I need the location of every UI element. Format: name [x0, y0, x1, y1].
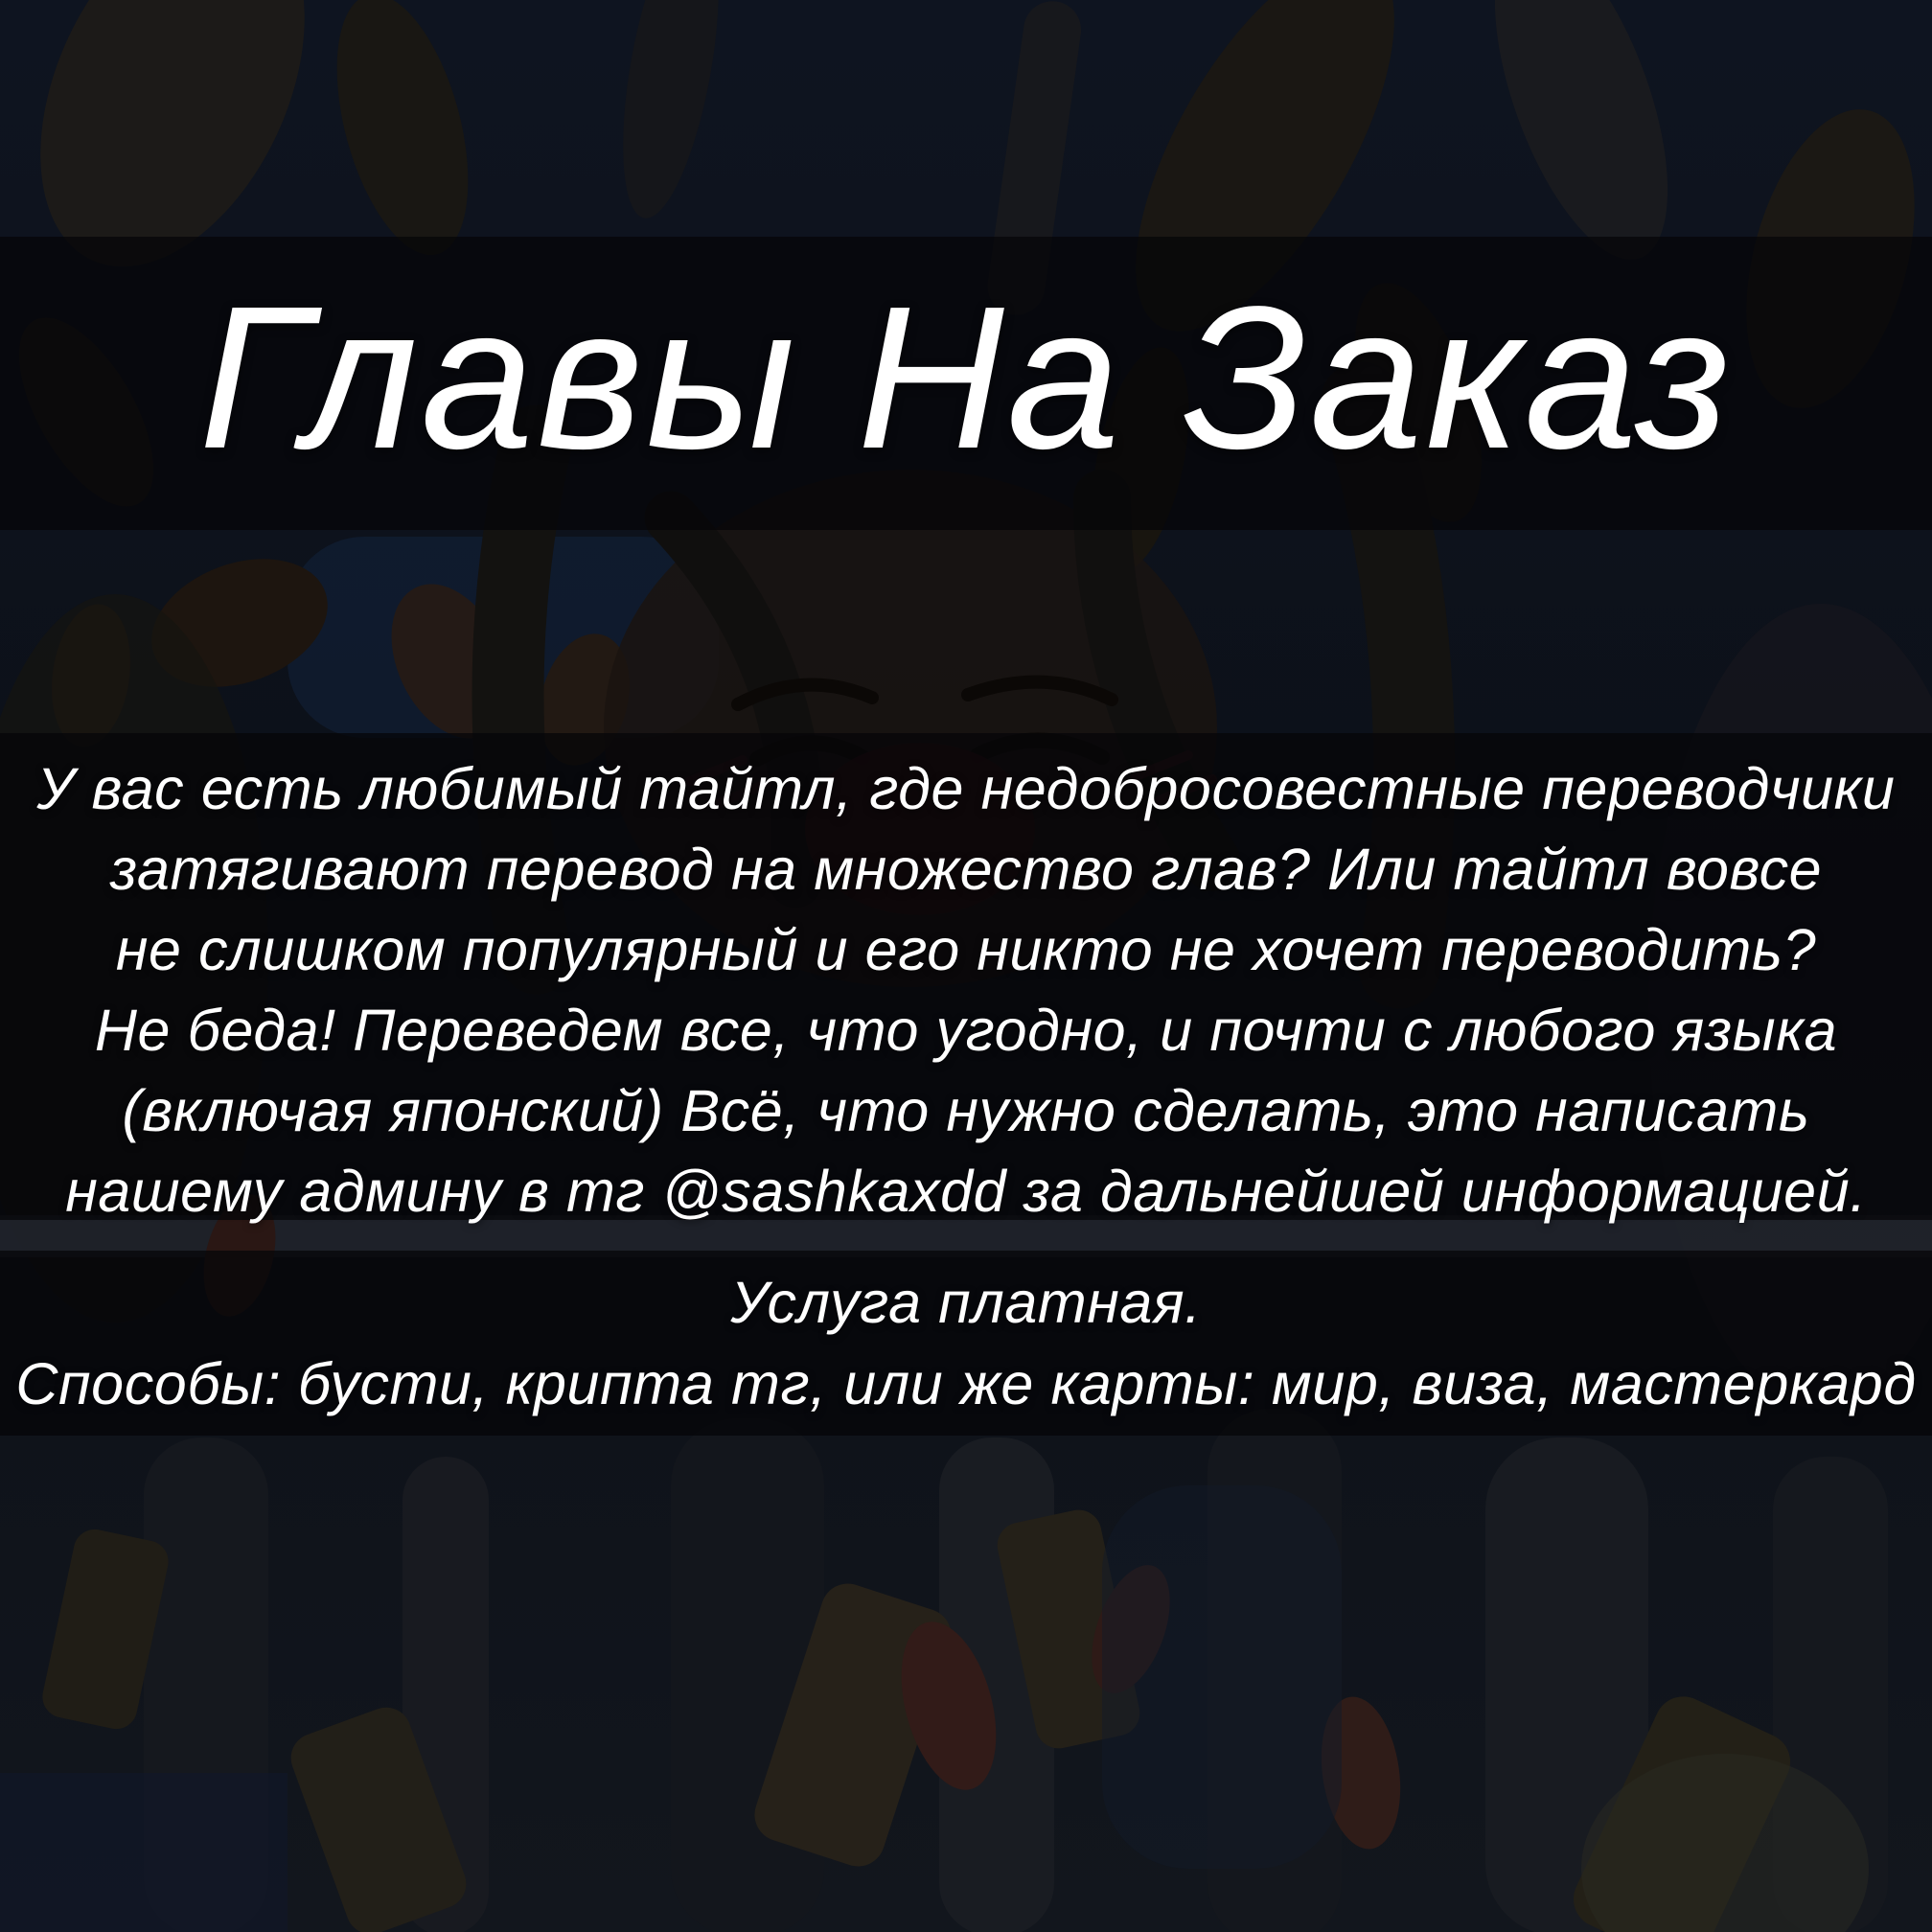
- description-line-2: затягивают перевод на множество глав? Или тайтл вовсе: [109, 837, 1823, 902]
- payment-panel: [0, 1251, 1932, 1436]
- description-panel: [0, 733, 1932, 1224]
- description-line-1: У вас есть любимый тайтл, где недобросовестные переводчики: [36, 756, 1896, 821]
- title-banner: [0, 237, 1932, 530]
- payment-methods-line: Способы: бусти, крипта тг, или же карты: мир, виза, мастеркард: [15, 1350, 1917, 1416]
- description-line-contact: нашему админу в тг @sashkaxdd за дальнейшей информацией.: [65, 1159, 1867, 1224]
- payment-note-line: Услуга платная.: [730, 1269, 1202, 1335]
- description-line-5: (включая японский) Всё, что нужно сделать, это написать: [122, 1078, 1810, 1143]
- description-line-4: Не беда! Переведем все, что угодно, и почти с любого языка: [94, 998, 1838, 1063]
- page-title: Главы На Заказ: [198, 264, 1734, 491]
- description-line-3: не слишком популярный и его никто не хочет переводить?: [115, 917, 1817, 982]
